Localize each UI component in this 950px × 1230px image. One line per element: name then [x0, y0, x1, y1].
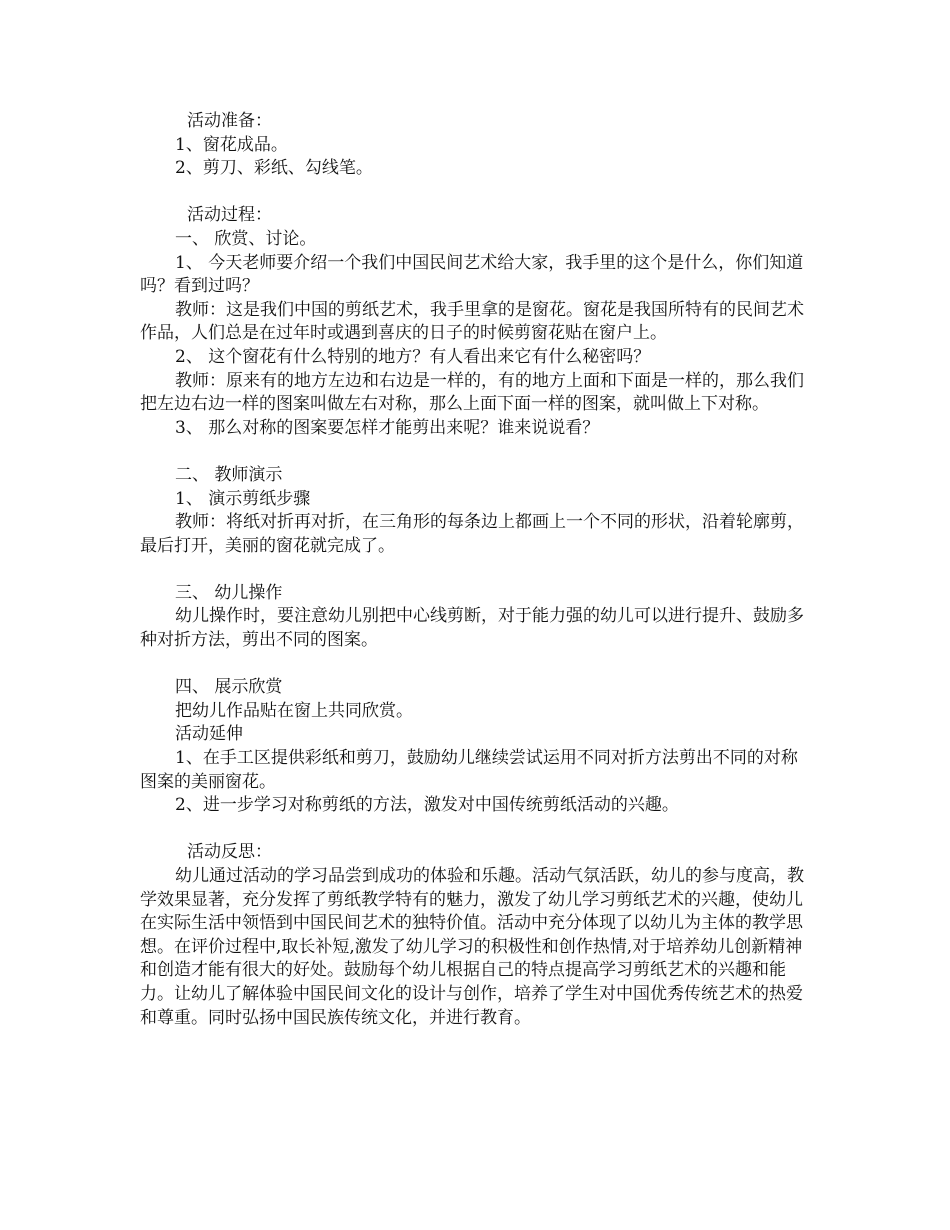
extension-item-2: 2、进一步学习对称剪纸的方法，激发对中国传统剪纸活动的兴趣。 — [175, 795, 679, 816]
extension-item-1: 1、在手工区提供彩纸和剪刀，鼓励幼儿继续尝试运用不同对折方法剪出不同的对称图案的美丽窗花。 — [140, 748, 798, 792]
prep-item-2: 2、剪刀、彩纸、勾线笔。 — [175, 158, 373, 179]
section-4-title: 四、 展示欣赏 — [175, 677, 283, 698]
question-1: 1、 今天老师要介绍一个我们中国民间艺术给大家，我手里的这个是什么，你们知道吗？看到过吗？ — [140, 252, 804, 297]
prep-heading: 活动准备： — [187, 111, 272, 131]
spacer — [140, 653, 812, 677]
spacer — [140, 440, 812, 464]
section-1-title: 一、 欣赏、讨论。 — [175, 228, 317, 249]
section-4-text: 把幼儿作品贴在窗上共同欣赏。 — [175, 700, 413, 721]
answer-1: 教师：这是我们中国的剪纸艺术，我手里拿的是窗花。窗花是我国所特有的民间艺术作品，人们总是在过年时或遇到喜庆的日子的时候剪窗花贴在窗户上。 — [140, 299, 804, 344]
process-heading: 活动过程： — [187, 205, 272, 226]
extension-heading: 活动延伸 — [175, 724, 243, 745]
spacer — [140, 181, 812, 205]
reflection-heading: 活动反思： — [187, 842, 272, 863]
question-2: 2、 这个窗花有什么特别的地方？有人看出来它有什么秘密吗？ — [175, 346, 651, 367]
section-2-text: 教师：将纸对折再对折，在三角形的每条边上都画上一个不同的形状，沿着轮廓剪，最后打开，美丽的窗花就完成了。 — [140, 512, 804, 556]
reflection-text: 幼儿通过活动的学习品尝到成功的体验和乐趣。活动气氛活跃，幼儿的参与度高，教学效果显著，充分发挥了剪纸教学特有的魅力，激发了幼儿学习剪纸艺术的兴趣，使幼儿在实际生活中领悟到中国民间艺术的独特价值。活动中充分体现了以幼儿为主体的教学思想。在评价过程中,取长补短,激发了幼儿学习的积极性和创作热情,对于培养幼儿创新精神和创造才能有很大的好处。鼓励每个幼儿根据自己的特点提高学习剪纸艺术的兴趣和能力。让幼儿了解体验中国民间文化的设计与创作，培养了学生对中国优秀传统艺术的热爱和尊重。同时弘扬中国民族传统文化，并进行教育。 — [140, 866, 804, 1028]
section-3-title: 三、 幼儿操作 — [175, 582, 283, 603]
spacer — [140, 818, 812, 842]
section-3-text: 幼儿操作时，要注意幼儿别把中心线剪断，对于能力强的幼儿可以进行提升、鼓励多种对折方法，剪出不同的图案。 — [140, 606, 804, 651]
prep-item-1: 1、窗花成品。 — [175, 134, 288, 155]
answer-2: 教师：原来有的地方左边和右边是一样的，有的地方上面和下面是一样的，那么我们把左边右边一样的图案叫做左右对称，那么上面下面一样的图案，就叫做上下对称。 — [140, 370, 804, 415]
section-2-item-1: 1、 演示剪纸步骤 — [175, 488, 311, 509]
question-3: 3、 那么对称的图案要怎样才能剪出来呢？谁来说说看？ — [175, 417, 600, 438]
document-body — [140, 110, 812, 1030]
section-2-title: 二、 教师演示 — [175, 464, 283, 485]
spacer — [140, 558, 812, 582]
